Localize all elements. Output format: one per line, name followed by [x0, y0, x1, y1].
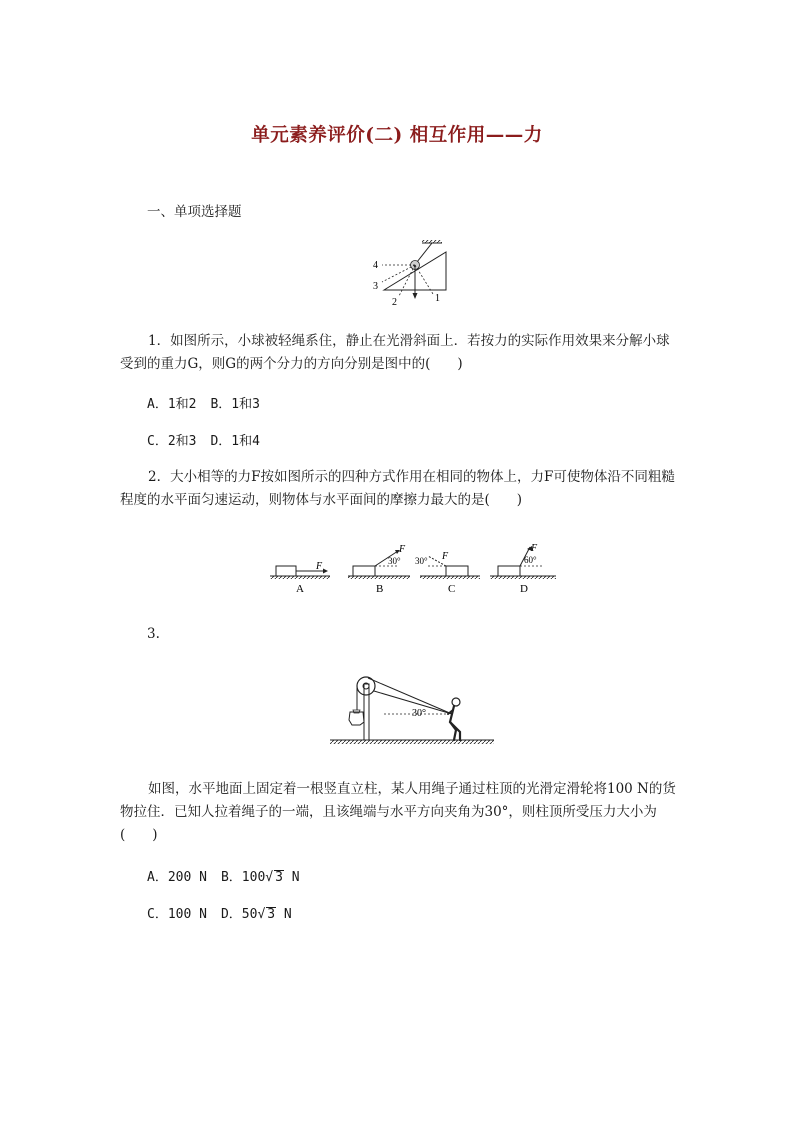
q1-option-b: B．1和3 [210, 397, 260, 412]
q3-figure [328, 670, 496, 750]
q3-options-row-2 [147, 903, 292, 922]
q3-text: 如图，水平地面上固定着一根竖直立柱，某人用绳子通过柱顶的光滑定滑轮将100 N的货物拉住．已知人拉着绳子的一端，且该绳端与水平方向夹角为30°，则柱顶所受压力大小为( ) [120, 781, 676, 843]
q1-options-row-1 [147, 393, 260, 412]
q2-figure [268, 542, 568, 598]
q2-text: 2．大小相等的力F按如图所示的四种方式作用在相同的物体上，力F可使物体沿不同粗糙程度的水平面匀速运动，则物体与水平面间的摩擦力最大的是( ) [120, 469, 675, 508]
q3-angle-label: 30° [412, 708, 426, 719]
q1-options-row-2 [147, 430, 260, 449]
page-title: 单元素养评价(二) 相互作用——力 [251, 125, 543, 146]
section-heading: 一、单项选择题 [147, 204, 242, 220]
q2-force-a: F [316, 561, 323, 572]
q2-panel-label-a: A [296, 583, 304, 595]
q1-label-4: 4 [373, 260, 378, 271]
q2-panel-c [415, 551, 480, 595]
q1-option-c: C．2和3 [147, 434, 197, 449]
q2-force-c: F [442, 551, 449, 562]
q3-option-d-radicand: 3 [267, 907, 276, 922]
q3-number: 3. [147, 626, 160, 642]
q3-options-row-1 [147, 866, 300, 885]
q2-angle-d: 60° [524, 555, 537, 565]
q3-option-d-unit: N [276, 907, 292, 922]
q2-panel-label-b: B [376, 583, 384, 595]
q1-label-2: 2 [392, 297, 397, 308]
q1-label-3: 3 [373, 281, 378, 292]
q1-text: 1．如图所示，小球被轻绳系住，静止在光滑斜面上．若按力的实际作用效果来分解小球受到的重力G，则G的两个分力的方向分别是图中的( ) [120, 333, 670, 372]
q2-angle-c: 30° [415, 556, 428, 566]
q2-panel-b [348, 544, 410, 595]
q3-option-d: D．50√ 3 N [220, 907, 292, 922]
q2-force-d: F [531, 543, 538, 554]
q2-panel-label-d: D [520, 583, 528, 595]
q3-option-a: A．200 N [147, 870, 207, 885]
q2-panel-label-c: C [448, 583, 456, 595]
q2-force-b: F [399, 544, 406, 555]
q3-option-c: C．100 N [147, 907, 207, 922]
q3-option-b-unit: N [283, 870, 300, 885]
q1-label-1: 1 [435, 293, 440, 304]
q3-option-d-prefix: D．50 [220, 907, 258, 922]
q3-option-b: B．100√ 3 N [220, 870, 300, 885]
q2-angle-b: 30° [388, 556, 401, 566]
q3-option-b-radicand: 3 [275, 870, 283, 885]
q1-option-a: A．1和2 [147, 397, 197, 412]
q2-panel-a [270, 561, 330, 595]
q2-panel-d [490, 543, 556, 595]
q1-figure [370, 238, 460, 308]
q3-option-b-prefix: B．100 [220, 870, 266, 885]
q1-option-d: D．1和4 [210, 434, 260, 449]
